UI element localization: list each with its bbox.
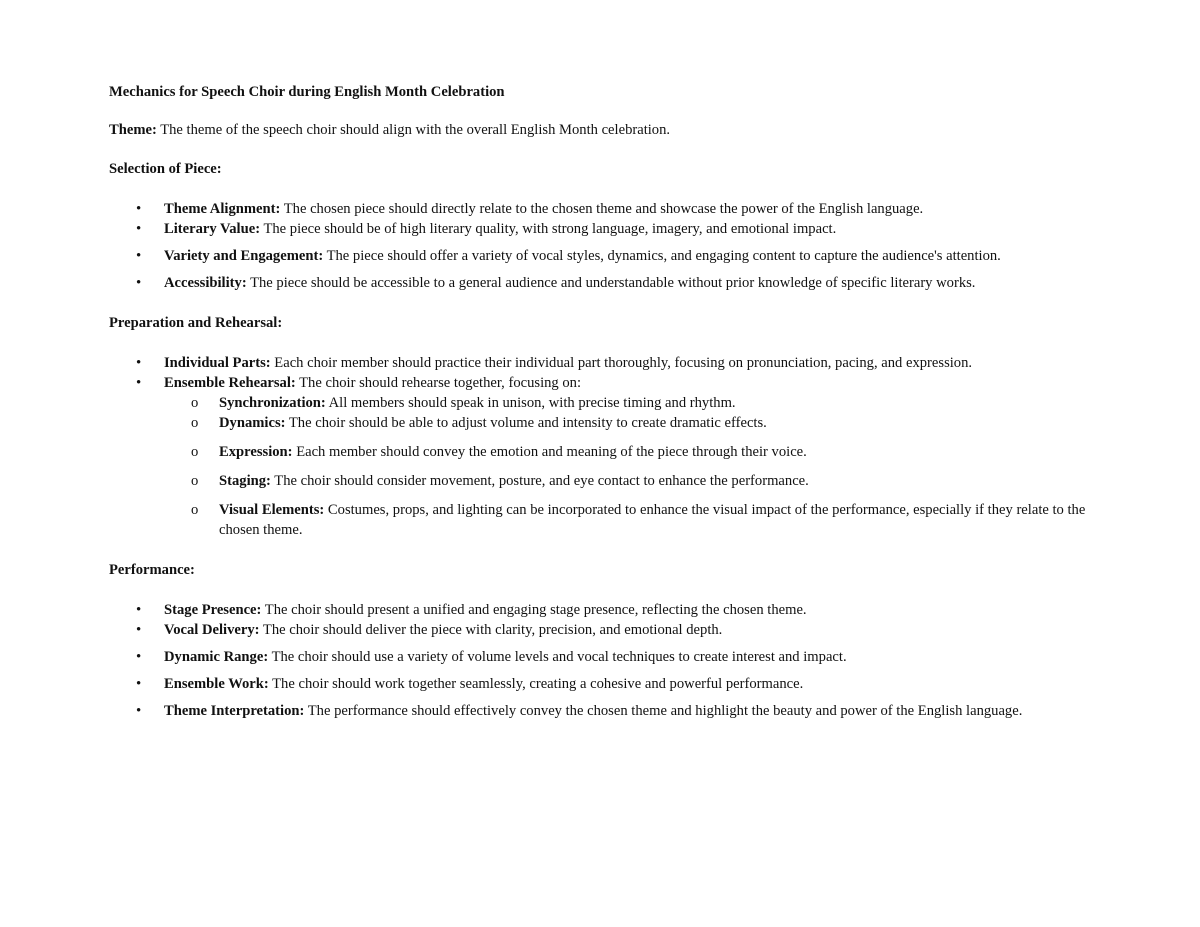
selection-heading: Selection of Piece: [109,161,222,177]
item-text: The choir should rehearse together, focusing on: [299,375,582,391]
sub-list-item [164,442,1109,462]
item-text: The choir should deliver the piece with clarity, precision, and emotional depth. [262,622,723,638]
selection-list [109,199,1109,293]
performance-list [109,600,1109,721]
item-label: Individual Parts: [164,355,271,371]
document-page [109,82,1109,741]
item-text: Each member should convey the emotion and meaning of the piece through their voice. [296,444,807,460]
list-item [109,674,1109,694]
sub-list-item [164,393,1109,413]
item-text: Each choir member should practice their individual part thoroughly, focusing on pronunciation, pacing, and expression. [274,355,973,371]
item-label: Vocal Delivery: [164,622,260,638]
item-text: The choir should consider movement, posture, and eye contact to enhance the performance. [274,473,809,489]
item-label: Literary Value: [164,221,261,237]
item-text: The choir should present a unified and engaging stage presence, reflecting the chosen theme. [264,602,807,618]
performance-heading: Performance: [109,562,195,578]
theme-text: The theme of the speech choir should align with the overall English Month celebration. [160,122,671,138]
item-text: The piece should offer a variety of vocal styles, dynamics, and engaging content to capture the audience's attention. [326,248,1001,264]
item-text: The choir should work together seamlessly, creating a cohesive and powerful performance. [272,676,804,692]
item-label: Ensemble Work: [164,676,269,692]
theme-paragraph [109,120,1109,140]
sub-list-item [164,471,1109,491]
item-text: All members should speak in unison, with precise timing and rhythm. [328,395,736,411]
item-label: Staging: [219,473,271,489]
item-label: Accessibility: [164,275,247,291]
preparation-heading: Preparation and Rehearsal: [109,315,283,331]
item-label: Stage Presence: [164,602,262,618]
theme-label: Theme: [109,122,157,138]
rehearsal-sub-list [164,393,1109,540]
list-item [109,273,1109,293]
list-item [109,620,1109,640]
list-item [109,647,1109,667]
item-text: The chosen piece should directly relate to the chosen theme and showcase the power of the English language. [283,201,924,217]
list-item [109,246,1109,266]
sub-list-item [164,500,1109,540]
item-label: Theme Interpretation: [164,703,305,719]
item-label: Variety and Engagement: [164,248,324,264]
item-label: Theme Alignment: [164,201,281,217]
list-item [109,219,1109,239]
item-label: Visual Elements: [219,502,325,518]
item-text: The piece should be accessible to a general audience and understandable without prior knowledge of specific literary works. [250,275,976,291]
sub-list-item [164,413,1109,433]
list-item [109,199,1109,219]
item-text: The performance should effectively convey the chosen theme and highlight the beauty and power of the English language. [307,703,1023,719]
document-title: Mechanics for Speech Choir during English Month Celebration [109,84,505,100]
item-text: Costumes, props, and lighting can be incorporated to enhance the visual impact of the performance, especially if they relate to the chosen theme. [219,502,1086,538]
preparation-list [109,353,1109,540]
list-item [109,353,1109,373]
item-label: Dynamics: [219,415,286,431]
item-text: The choir should be able to adjust volume and intensity to create dramatic effects. [288,415,767,431]
item-label: Ensemble Rehearsal: [164,375,296,391]
list-item [109,600,1109,620]
list-item [109,701,1109,721]
item-label: Dynamic Range: [164,649,269,665]
item-text: The choir should use a variety of volume levels and vocal techniques to create interest and impact. [271,649,847,665]
list-item [109,373,1109,540]
item-label: Synchronization: [219,395,326,411]
item-label: Expression: [219,444,293,460]
item-text: The piece should be of high literary quality, with strong language, imagery, and emotional impact. [263,221,837,237]
